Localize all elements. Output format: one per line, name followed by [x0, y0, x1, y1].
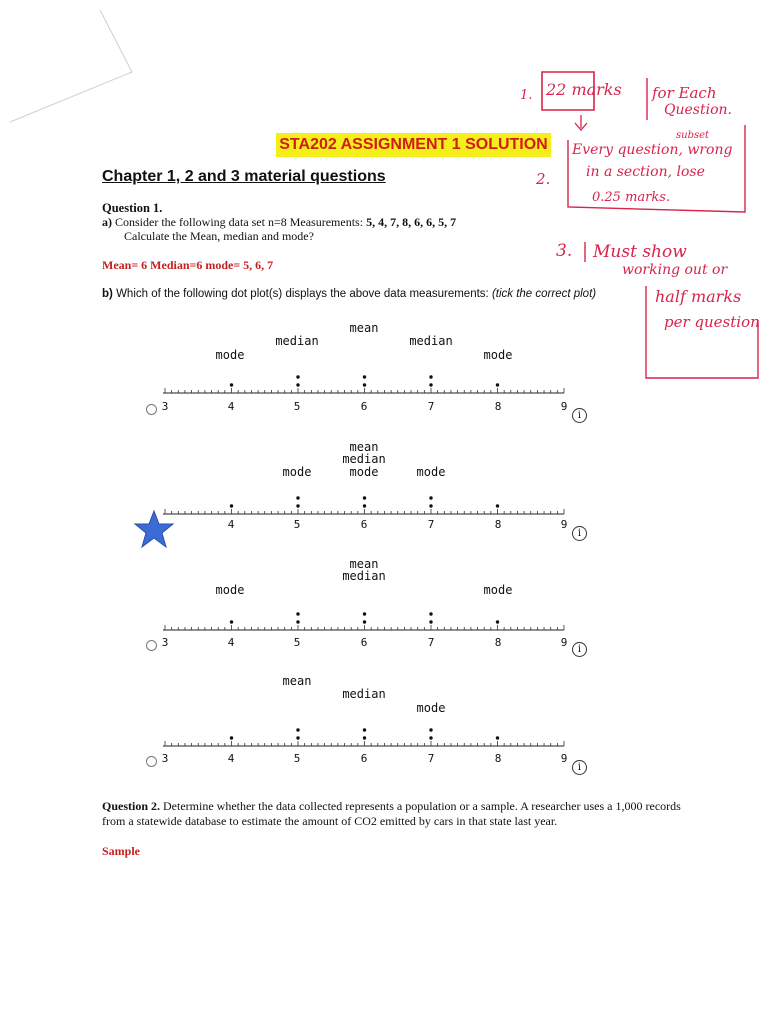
note1-number: 1. — [520, 88, 533, 103]
plot2-mean-label: mean — [349, 440, 379, 454]
question2-text: Determine whether the data collected represents a population or a sample. A researcher uses a 1,000 records from a statewide database to estimate the amount of CO2 emitted by cars in that state last year. — [102, 799, 681, 828]
plot4-radio-button[interactable] — [146, 756, 157, 767]
plot1-info-icon[interactable]: i — [572, 408, 587, 423]
plot3-tick-9: 9 — [560, 636, 568, 649]
dot-plot-4 — [130, 672, 600, 784]
data-dot — [429, 504, 432, 507]
plot3-tick-4: 4 — [227, 636, 235, 649]
plot3-radio-button[interactable] — [146, 640, 157, 651]
plot2-tick-6: 6 — [360, 518, 368, 531]
plot4-tick-7: 7 — [427, 752, 435, 765]
plot2-info-icon[interactable]: i — [572, 526, 587, 541]
data-dot — [230, 736, 233, 739]
part-b-text: Which of the following dot plot(s) displays the above data measurements: — [116, 288, 489, 300]
part-b-hint: (tick the correct plot) — [491, 288, 597, 300]
plot2-tick-5: 5 — [293, 518, 301, 531]
data-dot — [363, 620, 366, 623]
plot4-tick-3: 3 — [161, 752, 169, 765]
plot2-mode-right-label: mode — [416, 465, 446, 479]
plot3-info-icon[interactable]: i — [572, 642, 587, 657]
plot4-mode-label: mode — [416, 701, 446, 715]
note2-line3: 0.25 marks. — [592, 190, 671, 205]
plot3-median-label: median — [342, 569, 386, 583]
data-dot — [296, 620, 299, 623]
plot1-median-right-label: median — [409, 334, 453, 348]
part-a-data: 5, 4, 7, 8, 6, 6, 5, 7 — [366, 215, 457, 229]
plot4-median-label: median — [342, 687, 386, 701]
plot1-mode-right-label: mode — [483, 348, 513, 362]
note3-line1: Must show — [593, 242, 687, 262]
data-dot — [296, 612, 299, 615]
data-dot — [363, 504, 366, 507]
question2-answer: Sample — [102, 844, 141, 858]
plot2-median-label: median — [342, 452, 386, 466]
note1-marks: 22 marks — [546, 80, 622, 99]
plot1-tick-8: 8 — [494, 400, 502, 413]
data-dot — [296, 736, 299, 739]
plot3-tick-5: 5 — [293, 636, 301, 649]
part-a-label: a) — [102, 215, 112, 229]
data-dot — [230, 620, 233, 623]
plot3-tick-8: 8 — [494, 636, 502, 649]
selected-star-icon — [134, 510, 174, 548]
plot2-axis — [130, 438, 600, 550]
note3-number: 3. — [556, 241, 573, 261]
plot1-radio-button[interactable] — [146, 404, 157, 415]
plot4-mean-label: mean — [282, 674, 312, 688]
plot3-tick-6: 6 — [360, 636, 368, 649]
note2-line1: Every question, wrong — [572, 142, 733, 158]
data-dot — [429, 728, 432, 731]
dot-plot-3 — [130, 556, 600, 666]
data-dot — [363, 496, 366, 499]
plot2-tick-9: 9 — [560, 518, 568, 531]
note3-line2: working out or — [622, 262, 728, 278]
data-dot — [496, 620, 499, 623]
part-a-instruction: Calculate the Mean, median and mode? — [124, 229, 314, 243]
part-a-text: Consider the following data set n=8 Measurements: — [115, 215, 364, 229]
data-dot — [429, 736, 432, 739]
note3-line3: half marks — [655, 287, 742, 306]
data-dot — [429, 612, 432, 615]
plot1-tick-5: 5 — [293, 400, 301, 413]
plot2-tick-8: 8 — [494, 518, 502, 531]
dot-plot-2 — [130, 438, 600, 550]
chapter-heading: Chapter 1, 2 and 3 material questions — [102, 168, 386, 185]
data-dot — [296, 728, 299, 731]
plot3-mode-right-label: mode — [483, 583, 513, 597]
plot3-mode-left-label: mode — [215, 583, 245, 597]
data-dot — [296, 504, 299, 507]
data-dot — [496, 736, 499, 739]
note2-line2: in a section, lose — [586, 164, 705, 180]
plot2-mode-center-label: mode — [349, 465, 379, 479]
note3-line4: per question — [664, 313, 760, 331]
note1-tail2: Question. — [664, 102, 732, 118]
plot1-mean-label: mean — [349, 321, 379, 335]
assignment-title: STA202 ASSIGNMENT 1 SOLUTION — [276, 133, 551, 157]
data-dot — [429, 620, 432, 623]
data-dot — [496, 504, 499, 507]
data-dot — [363, 728, 366, 731]
data-dot — [363, 612, 366, 615]
part-b-label: b) — [102, 288, 113, 300]
data-dot — [296, 496, 299, 499]
plot2-tick-7: 7 — [427, 518, 435, 531]
plot4-tick-4: 4 — [227, 752, 235, 765]
plot2-tick-4: 4 — [227, 518, 235, 531]
note2-number: 2. — [536, 170, 551, 188]
question2 — [102, 799, 682, 829]
plot1-mode-left-label: mode — [215, 348, 245, 362]
data-dot — [230, 504, 233, 507]
plot3-mean-label: mean — [349, 557, 379, 571]
plot4-tick-5: 5 — [293, 752, 301, 765]
plot1-median-left-label: median — [275, 334, 319, 348]
plot1-tick-4: 4 — [227, 400, 235, 413]
plot4-tick-8: 8 — [494, 752, 502, 765]
plot1-tick-3: 3 — [161, 400, 169, 413]
plot1-tick-9: 9 — [560, 400, 568, 413]
plot4-tick-9: 9 — [560, 752, 568, 765]
data-dot — [363, 736, 366, 739]
note2-subset: subset — [676, 130, 710, 141]
question1-answer: Mean= 6 Median=6 mode= 5, 6, 7 — [102, 258, 274, 272]
plot3-tick-3: 3 — [161, 636, 169, 649]
plot3-axis — [130, 556, 600, 666]
plot1-tick-6: 6 — [360, 400, 368, 413]
plot4-tick-6: 6 — [360, 752, 368, 765]
plot3-tick-7: 7 — [427, 636, 435, 649]
note1-tail: for Each — [652, 84, 717, 102]
question1-heading: Question 1. — [102, 201, 163, 215]
plot4-axis — [130, 672, 600, 784]
data-dot — [429, 496, 432, 499]
plot2-mode-left-label: mode — [282, 465, 312, 479]
question2-heading: Question 2. — [102, 799, 161, 813]
plot1-tick-7: 7 — [427, 400, 435, 413]
plot4-info-icon[interactable]: i — [572, 760, 587, 775]
